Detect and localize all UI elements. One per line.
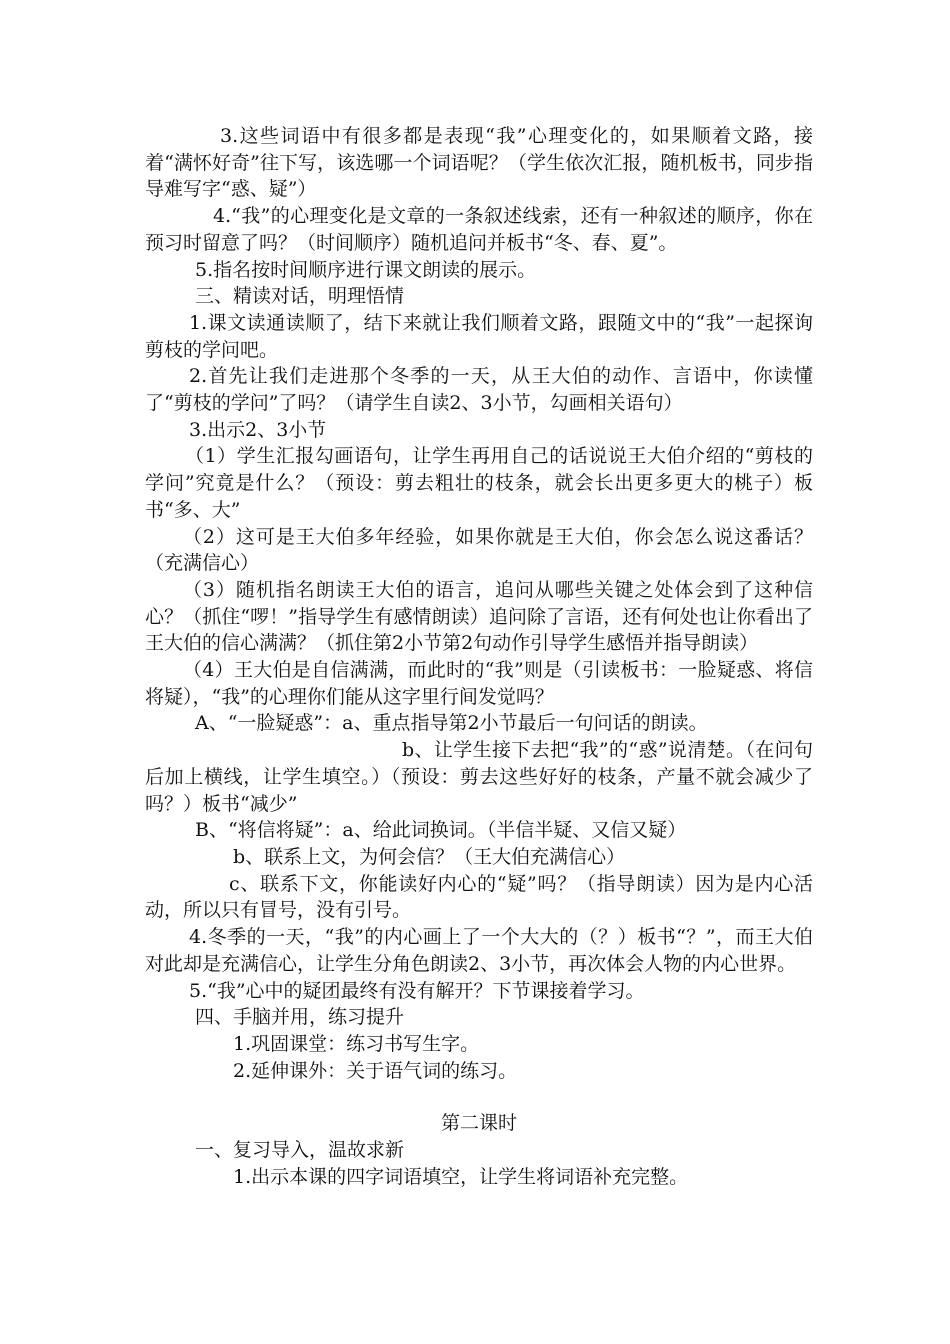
paragraph-sub-1: （1）学生汇报勾画语句，让学生再用自己的话说说王大伯介绍的“剪枝的学问”究竟是什么？（预设：剪去粗壮的枝条，就会长出更多更大的桃子）板书“多、大” (145, 445, 813, 521)
paragraph-section3-item-5: 5.“我”心中的疑团最终有没有解开？下节课接着学习。 (189, 979, 645, 1002)
paragraph-point-b-b: b、联系上文，为何会信？（王大伯充满信心） (233, 845, 626, 868)
paragraph-section3-item-2: 2.首先让我们走进那个冬季的一天，从王大伯的动作、言语中，你读懂了“剪枝的学问”了吗？（请学生自读2、3小节，勾画相关语句） (145, 365, 813, 415)
paragraph-section3-item-3: 3.出示2、3小节 (189, 418, 327, 441)
paragraph-point-a-b: b、让学生接下去把“我”的“惑”说清楚。（在问句后加上横线，让学生填空。）（预设：剪去这些好好的枝条，产量不就会减少了吗？）板书“减少” (145, 739, 813, 815)
paragraph-section4-item-2: 2.延伸课外：关于语气词的练习。 (233, 1059, 518, 1082)
section-heading-3: 三、精读对话，明理悟情 (195, 285, 405, 308)
section-heading-review: 一、复习导入，温故求新 (195, 1139, 405, 1162)
lesson-title-second-period: 第二课时 (440, 1112, 517, 1135)
paragraph-point-b-c: c、联系下文，你能读好内心的“疑”吗？（指导朗读）因为是内心活动，所以只有冒号，没有引号。 (145, 872, 813, 922)
paragraph-step-4-clue: 4.“我”的心理变化是文章的一条叙述线索，还有一种叙述的顺序，你在预习时留意了吗？（时间顺序）随机追问并板书“冬、春、夏”。 (145, 205, 813, 254)
paragraph-review-item-1: 1.出示本课的四字词语填空，让学生将词语补充完整。 (233, 1165, 689, 1188)
paragraph-step-3-words: 3.这些词语中有很多都是表现“我”心理变化的，如果顺着文路，接着“满怀好奇”往下写，该选哪一个词语呢？（学生依次汇报，随机板书，同步指导难写字“惑、疑”） (145, 125, 813, 201)
paragraph-point-b: B、“将信将疑”：a、给此词换词。（半信半疑、又信又疑） (195, 819, 687, 842)
paragraph-point-a: A、“一脸疑惑”：a、重点指导第2小节最后一句问话的朗读。 (195, 712, 708, 735)
paragraph-sub-4: （4）王大伯是自信满满，而此时的“我”则是（引读板书：一脸疑惑、将信将疑），“我”的心理你们能从这字里行间发觉吗？ (145, 659, 813, 708)
paragraph-section3-item-1: 1.课文读通读顺了，结下来就让我们顺着文路，跟随文中的“我”一起探询剪枝的学问吧。 (145, 311, 813, 361)
document-body (145, 123, 813, 1190)
section-heading-4: 四、手脑并用，练习提升 (195, 1006, 405, 1029)
paragraph-section3-item-4: 4.冬季的一天，“我”的内心画上了一个大大的（？）板书“？”，而王大伯对此却是充满信心，让学生分角色朗读2、3小节，再次体会人物的内心世界。 (145, 926, 813, 975)
paragraph-sub-3: （3）随机指名朗读王大伯的语言，追问从哪些关键之处体会到了这种信心？（抓住“啰！”指导学生有感情朗读）追问除了言语，还有何处也让你看出了王大伯的信心满满？（抓住第2小节第2句动作引导学生感悟并指导朗读） (145, 578, 813, 655)
paragraph-sub-2: （2）这可是王大伯多年经验，如果你就是王大伯，你会怎么说这番话？（充满信心） (145, 525, 813, 575)
paragraph-step-5-reading: 5.指名按时间顺序进行课文朗读的展示。 (195, 258, 537, 281)
paragraph-section4-item-1: 1.巩固课堂：练习书写生字。 (233, 1032, 480, 1055)
